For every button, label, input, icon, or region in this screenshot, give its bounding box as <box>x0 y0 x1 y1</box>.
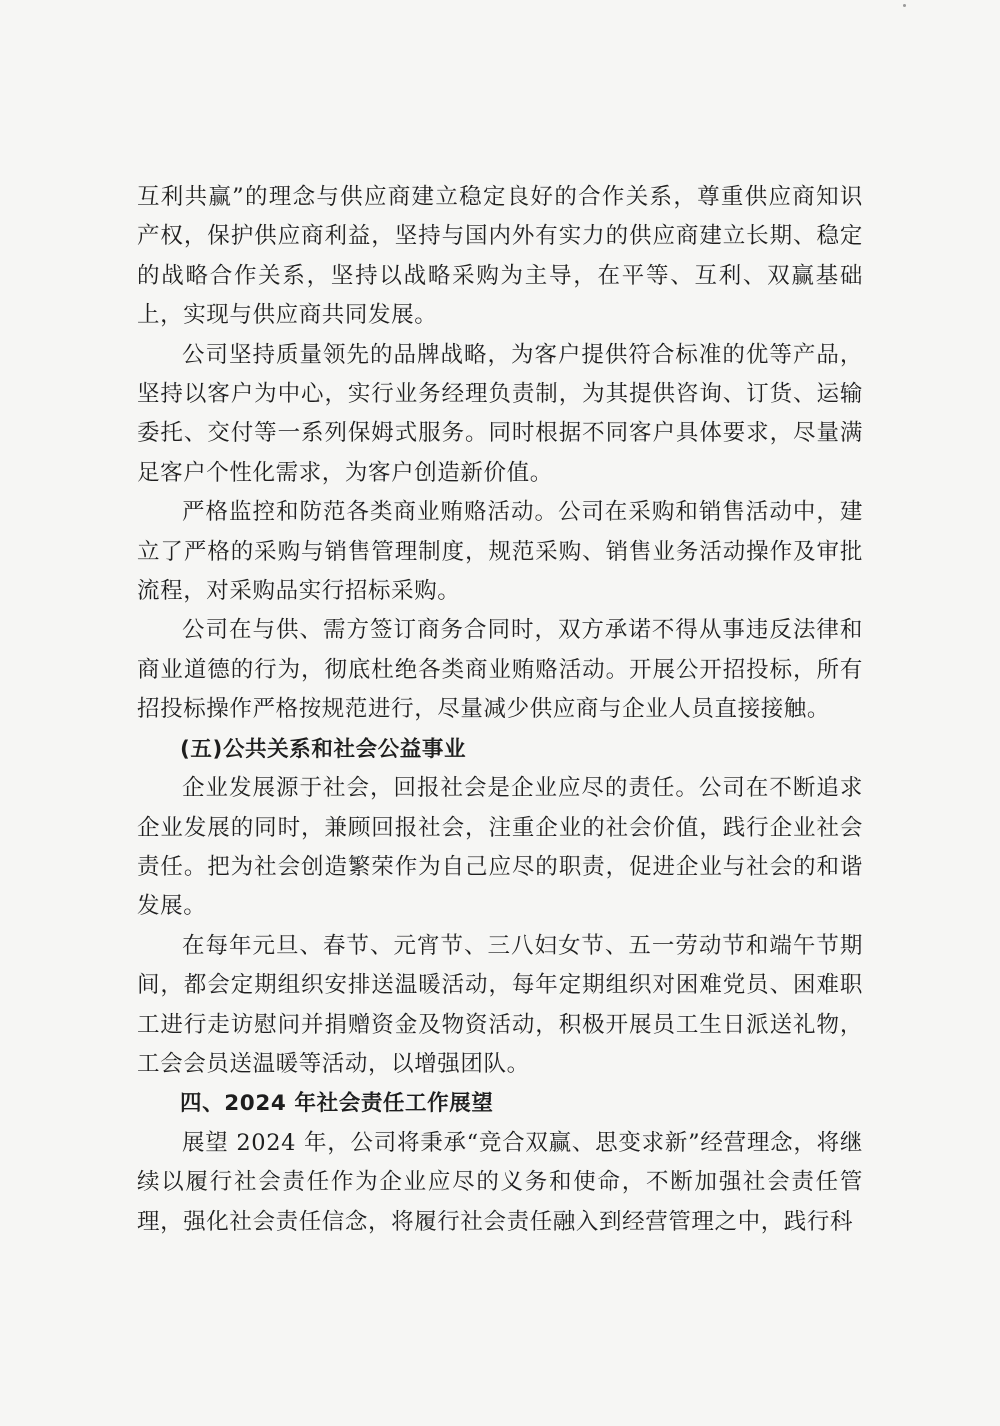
paragraph-holiday-activities: 在每年元旦、春节、元宵节、三八妇女节、五一劳动节和端午节期间，都会定期组织安排送温暖活动，每年定期组织对困难党员、困难职工进行走访慰问并捐赠资金及物资活动，积极开展员工生日派送礼物，工会会员送温暖等活动，以增强团队。 <box>137 932 863 1077</box>
section-heading-2024-outlook: 四、2024 年社会责任工作展望 <box>180 1091 494 1117</box>
document-body <box>137 178 863 1242</box>
paragraph-2024-outlook: 展望 2024 年，公司将秉承“竞合双赢、思变求新”经营理念，将继续以履行社会责任作为企业应尽的义务和使命，不断加强社会责任管理，强化社会责任信念，将履行社会责任融入到经营管理之中，践行科 <box>137 1129 863 1235</box>
scan-dot <box>903 4 906 7</box>
paragraph-anti-bribery: 严格监控和防范各类商业贿赂活动。公司在采购和销售活动中，建立了严格的采购与销售管理制度，规范采购、销售业务活动操作及审批流程，对采购品实行招标采购。 <box>137 499 863 605</box>
section-heading-public-relations: (五)公共关系和社会公益事业 <box>180 736 467 762</box>
paragraph-contract-commitment: 公司在与供、需方签订商务合同时，双方承诺不得从事违反法律和商业道德的行为，彻底杜绝各类商业贿赂活动。开展公开招投标，所有招投标操作严格按规范进行，尽量减少供应商与企业人员直接接触。 <box>137 617 863 723</box>
paragraph-quality-strategy: 公司坚持质量领先的品牌战略，为客户提供符合标准的优等产品，坚持以客户为中心，实行业务经理负责制，为其提供咨询、订货、运输委托、交付等一系列保姆式服务。同时根据不同客户具体要求，尽量满足客户个性化需求，为客户创造新价值。 <box>137 341 863 486</box>
paragraph-social-return: 企业发展源于社会，回报社会是企业应尽的责任。公司在不断追求企业发展的同时，兼顾回报社会，注重企业的社会价值，践行企业社会责任。把为社会创造繁荣作为自己应尽的职责，促进企业与社会的和谐发展。 <box>137 775 863 920</box>
paragraph-continued: 互利共赢”的理念与供应商建立稳定良好的合作关系，尊重供应商知识产权，保护供应商利益，坚持与国内外有实力的供应商建立长期、稳定的战略合作关系，坚持以战略采购为主导，在平等、互利、双赢基础上，实现与供应商共同发展。 <box>137 184 863 329</box>
